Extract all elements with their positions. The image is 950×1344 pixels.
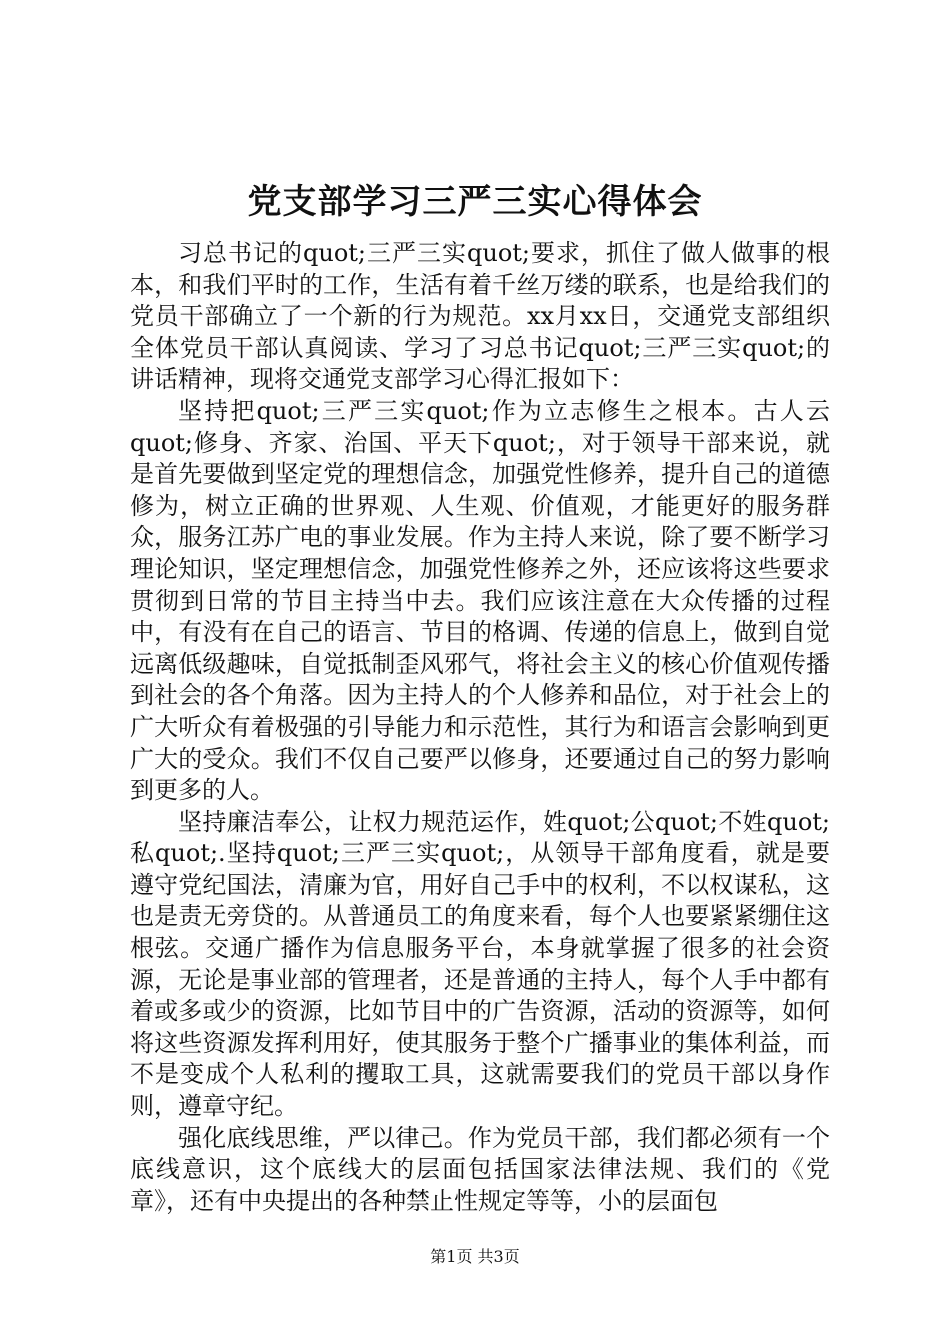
page-footer: 第1页 共3页 [430,1247,520,1266]
paragraph-intro: 习总书记的quot;三严三实quot;要求，抓住了做人做事的根本，和我们平时的工作，生活有着千丝万缕的联系，也是给我们的党员干部确立了一个新的行为规范。xx月xx日，交通党支部组织全体党员干部认真阅读、学习了习总书记quot;三严三实quot;的讲话精神，现将交通党支部学习心得汇报如下： [130,239,830,394]
document-title: 党支部学习三严三实心得体会 [247,182,703,222]
paragraph-bottom-line: 强化底线思维，严以律己。作为党员干部，我们都必须有一个底线意识，这个底线大的层面包括国家法律法规、我们的《党章》，还有中央提出的各种禁止性规定等等，小的层面包 [130,1123,830,1215]
paragraph-integrity: 坚持廉洁奉公，让权力规范运作，姓quot;公quot;不姓quot;私quot;.坚持quot;三严三实quot;，从领导干部角度看，就是要遵守党纪国法，清廉为官，用好自己手中的权利，不以权谋私，这也是责无旁贷的。从普通员工的角度来看，每个人也要紧紧绷住这根弦。交通广播作为信息服务平台，本身就掌握了很多的社会资源，无论是事业部的管理者，还是普通的主持人，每个人手中都有着或多或少的资源，比如节目中的广告资源，活动的资源等，如何将这些资源发挥利用好，使其服务于整个广播事业的集体利益，而不是变成个人私利的攫取工具，这就需要我们的党员干部以身作则，遵章守纪。 [130,807,830,1121]
paragraph-self-cultivation: 坚持把quot;三严三实quot;作为立志修生之根本。古人云quot;修身、齐家、治国、平天下quot;，对于领导干部来说，就是首先要做到坚定党的理想信念，加强党性修养，提升自己的道德修为，树立正确的世界观、人生观、价值观，才能更好的服务群众，服务江苏广电的事业发展。作为主持人来说，除了要不断学习理论知识，坚定理想信念，加强党性修养之外，还应该将这些要求贯彻到日常的节目主持当中去。我们应该注意在大众传播的过程中，有没有在自己的语言、节目的格调、传递的信息上，做到自觉远离低级趣味，自觉抵制歪风邪气，将社会主义的核心价值观传播到社会的各个角落。因为主持人的个人修养和品位，对于社会上的广大听众有着极强的引导能力和示范性，其行为和语言会影响到更广大的受众。我们不仅自己要严以修身，还要通过自己的努力影响到更多的人。 [130,396,830,805]
document-body [130,238,830,1217]
